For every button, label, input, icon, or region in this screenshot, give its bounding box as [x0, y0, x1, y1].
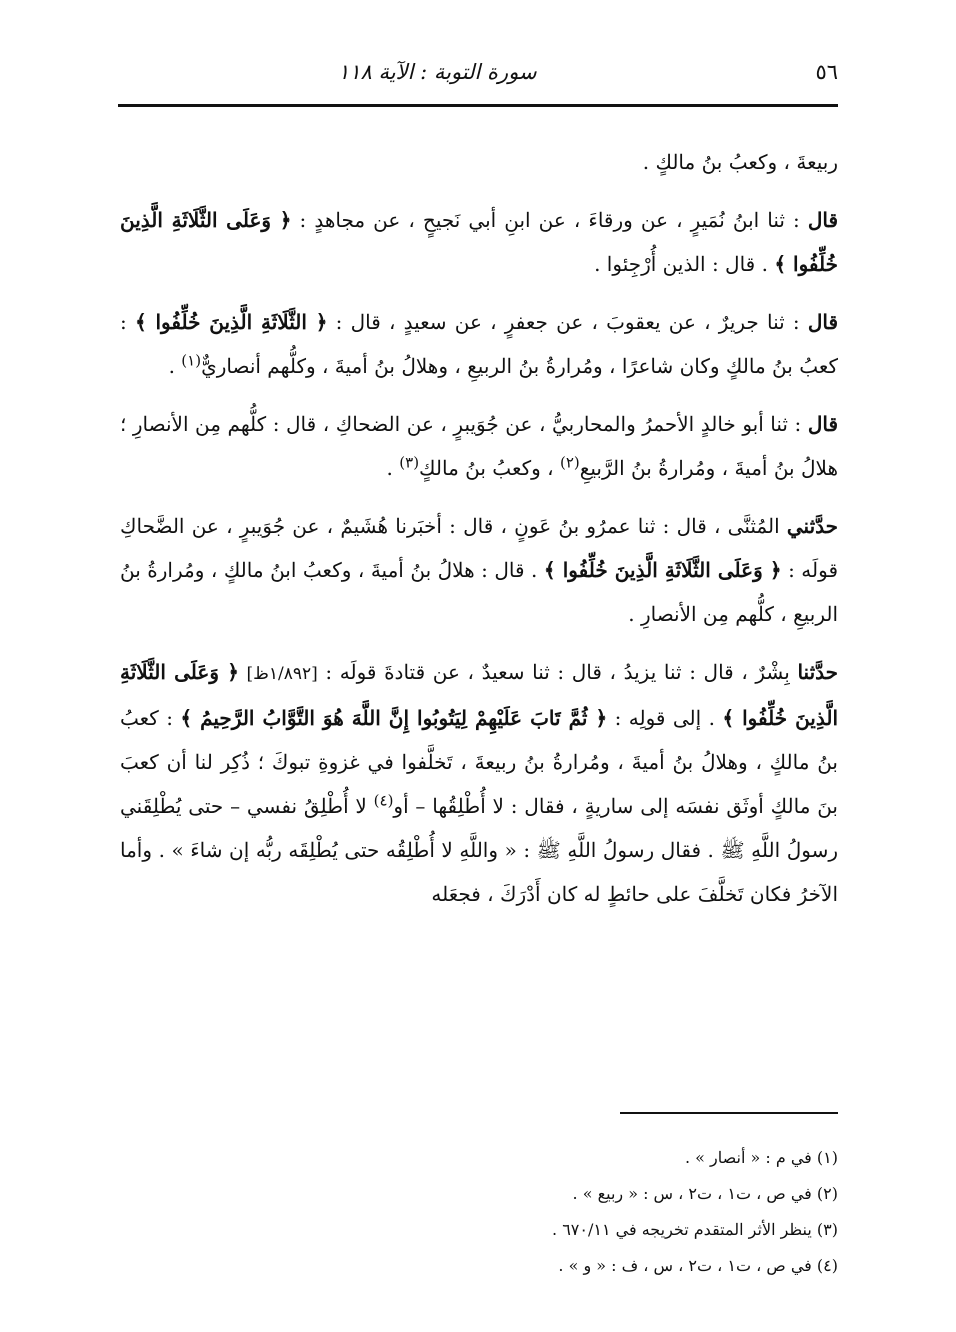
narration-lead: حدَّثنا [797, 660, 838, 684]
quran-verse: ﴿ وَعَلَى الثَّلَاثَةِ الَّذِينَ خُلِّفُوا ﴾ [120, 660, 838, 730]
paragraph-body: : ثنا جريرٌ ، عن يعقوبَ ، عن جعفرٍ ، عن سعيدٍ ، قال : [335, 310, 800, 334]
page-number: ٥٦ [815, 60, 838, 84]
narration-lead: قال [807, 310, 838, 334]
manuscript-folio-ref: [١/٨٩٢ظ] [246, 664, 318, 684]
paragraph-end: . [386, 456, 393, 480]
footnote-2: (٢) في ص ، ت١ ، ت٢ ، س : « ربيع » . [572, 1184, 838, 1203]
paragraph-2 [120, 198, 838, 286]
paragraph-end: . [168, 354, 175, 378]
paragraph-5 [120, 504, 838, 636]
footnote-3: (٣) ينظر الأثر المتقدم تخريجه في ٦٧٠/١١ . [552, 1220, 838, 1239]
paragraph-body: المُثنَّى ، قال : ثنا عمرُو بنُ عَونٍ ، قال : أخبَرنا هُشَيمٌ ، عن جُوَيبرٍ ، عن الضَّحاكِ قولَه : [120, 514, 838, 582]
paragraph-body: : ثنا أبو خالدٍ الأحمرُ والمحاربيُّ ، عن جُوَيبرٍ ، عن الضحاكِ ، قال : كلُّهم مِن الأنصارِ ؛ هلالُ بنُ أميةَ ، ومُرارةُ بنُ الرَّبيعِ [120, 412, 838, 480]
paragraph-body: ربيعةَ ، وكعبُ بنُ مالكٍ . [642, 150, 838, 174]
footnote-1: (١) في م : « أنصار » . [684, 1148, 838, 1167]
quran-verse: ﴿ وَعَلَى الثَّلَاثَةِ الَّذِينَ خُلِّفُوا ﴾ [543, 558, 782, 582]
running-title: سورة التوبة : الآية ١١٨ [338, 60, 537, 84]
body-text [120, 140, 838, 1105]
paragraph-end: لا أُطْلِقُ نفسي – حتى يُطْلِقَني رسولُ اللَّهِ ﷺ . فقال رسولُ اللَّهِ ﷺ : « واللَّهِ لا أُطْلِقُه حتى يُطْلِقَه ربُّه إن شاءَ » . وأما الآخرُ فكان تَخلَّفَ على حائطٍ له كان أَدْرَكَ ، فجعَله [120, 794, 838, 906]
paragraph-middle: . إلى قولِه : [614, 706, 715, 730]
footnote-mark: (٢) [559, 453, 580, 472]
paragraph-tail: . قال : هلالُ بنُ أميةَ ، وكعبُ ابنُ مالكٍ ، ومُرارةُ بنُ الربيعِ ، كلُّهم مِن الأنصارِ . [120, 558, 838, 626]
paragraph-3 [120, 300, 838, 388]
paragraph-4 [120, 402, 838, 490]
paragraph-1 [120, 140, 838, 184]
header-rule [118, 104, 838, 107]
narration-lead: قال [807, 412, 838, 436]
page-header [118, 52, 838, 92]
footnote-mark: (١) [181, 351, 202, 370]
paragraph-6 [120, 650, 838, 916]
quran-verse: ﴿ الثَّلَاثَةِ الَّذِينَ خُلِّفُوا ﴾ [134, 310, 328, 334]
paragraph-tail: : كعبُ بنُ مالكٍ وكان شاعرًا ، ومُرارةُ بنُ الربيعِ ، وهلالُ بنُ أميةَ ، وكلُّهم أنصاريٌّ [120, 310, 838, 378]
footnote-4: (٤) في ص ، ت١ ، ت٢ ، س ، ف : « و » . [558, 1256, 838, 1275]
narration-lead: قال [807, 208, 838, 232]
narration-lead: حدَّثني [786, 514, 838, 538]
quran-verse: ﴿ وَعَلَى الثَّلَاثَةِ الَّذِينَ خُلِّفُوا ﴾ [120, 208, 838, 276]
paragraph-tail: : كعبُ بنُ مالكٍ ، وهلالُ بنُ أميةَ ، ومُرارةُ بنُ ربيعةَ ، تَخلَّفوا في غزوةِ تبوكَ ؛ ذُكِر لنا أن كعبَ بنَ مالكٍ أوثَق نفسَه إلى ساريةٍ ، فقال : لا أُطْلِقُها – أو [120, 706, 838, 818]
quran-verse: ﴿ ثُمَّ تَابَ عَلَيْهِمْ لِيَتُوبُوا إِنَّ اللَّهَ هُوَ التَّوَّابُ الرَّحِيمُ ﴾ [180, 706, 608, 730]
paragraph-body: : ثنا ابنُ نُمَيرٍ ، عن ورقاءَ ، عن ابنِ أبي نَجيحٍ ، عن مجاهدٍ : [299, 208, 800, 232]
footnote-mark: (٤) [373, 791, 394, 810]
paragraph-tail: ، وكعبُ بنُ مالكٍ [419, 456, 554, 480]
paragraph-body: بِشْرٌ ، قال : ثنا يزيدُ ، قال : ثنا سعيدٌ ، عن قتادةَ قولَه : [325, 660, 790, 684]
footnote-mark: (٣) [399, 453, 420, 472]
footnote-rule [620, 1112, 838, 1114]
paragraph-tail: . قال : الذين أُرْجِئوا . [594, 252, 768, 276]
footnotes [120, 1140, 838, 1300]
